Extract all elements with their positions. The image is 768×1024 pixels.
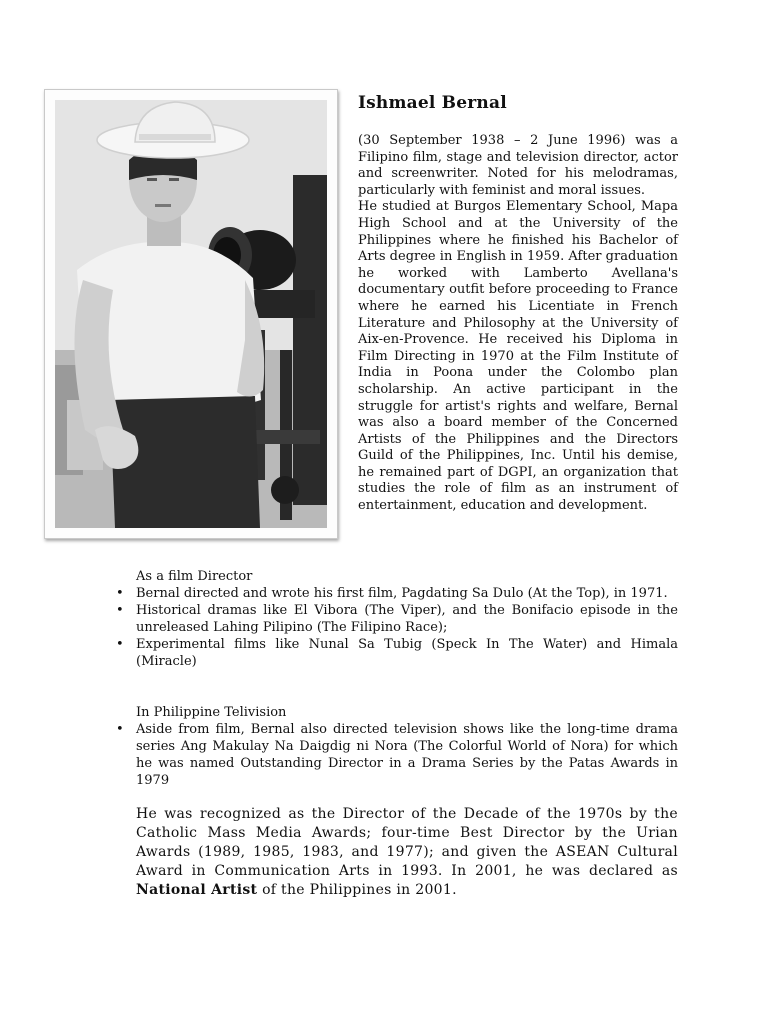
bullet-icon: • [116, 586, 124, 601]
list-item [116, 602, 678, 636]
portrait-photo [55, 100, 327, 528]
film-director-section [116, 568, 678, 670]
national-artist-emphasis: National Artist [136, 882, 258, 898]
television-list [116, 721, 678, 789]
awards-text: He was recognized as the Director of the Decade of the 1970s by the Catholic Mass Media Awards; four-time Best Director by the Urian Awards (1989, 1985, 1983, and 1977); and given the ASEAN Cultural Award in Communication Arts in 1993. In 2001, he was declared as [136, 806, 678, 879]
list-item-text: Experimental films like Nunal Sa Tubig (Speck In The Water) and Himala (Miracle) [136, 637, 678, 669]
list-item-text: Aside from film, Bernal also directed television shows like the long-time drama series Ang Makulay Na Daigdig ni Nora (The Colorful World of Nora) for which he was named Outstanding Director in a Drama Series by the Patas Awards in 1979 [136, 722, 678, 788]
bio-paragraph-2: He studied at Burgos Elementary School, Mapa High School and at the University of the Philippines where he finished his Bachelor of Arts degree in English in 1959. After graduation he worked with Lamberto Avellana's documentary outfit before proceeding to France where he earned his Licentiate in French Literature and Philosophy at the University of Aix-en-Provence. He received his Diploma in Film Directing in 1970 at the Film Institute of India in Poona under the Colombo plan scholarship. An active participant in the struggle for artist's rights and welfare, Bernal was also a board member of the Concerned Artists of the Philippines and the Directors Guild of the Philippines, Inc. Until his demise, he remained part of DGPI, an organization that studies the role of film as an instrument of entertainment, education and development. [358, 199, 678, 514]
awards-text-end: of the Philippines in 2001. [257, 882, 457, 898]
bullet-icon: • [116, 637, 124, 652]
list-item [116, 636, 678, 670]
television-section [116, 704, 678, 789]
section-heading-television: In Philippine Telivision [136, 705, 287, 720]
film-list [116, 585, 678, 670]
bullet-icon: • [116, 722, 124, 737]
portrait-frame [44, 89, 338, 539]
list-item-text: Historical dramas like El Vibora (The Viper), and the Bonifacio episode in the unreleased Lahing Pilipino (The Filipino Race); [136, 603, 678, 635]
awards-paragraph [136, 805, 678, 900]
biography [358, 133, 678, 515]
bullet-icon: • [116, 603, 124, 618]
section-heading-film: As a film Director [136, 569, 253, 584]
bio-paragraph-1: (30 September 1938 – 2 June 1996) was a Filipino film, stage and television director, actor and screenwriter. Noted for his melodramas, particularly with feminist and moral issues. [358, 133, 678, 198]
portrait-illustration [55, 100, 327, 528]
list-item-text: Bernal directed and wrote his first film, Pagdating Sa Dulo (At the Top), in 1971. [136, 586, 668, 601]
list-item [116, 721, 678, 789]
list-item [116, 585, 678, 602]
page-title: Ishmael Bernal [358, 93, 507, 113]
